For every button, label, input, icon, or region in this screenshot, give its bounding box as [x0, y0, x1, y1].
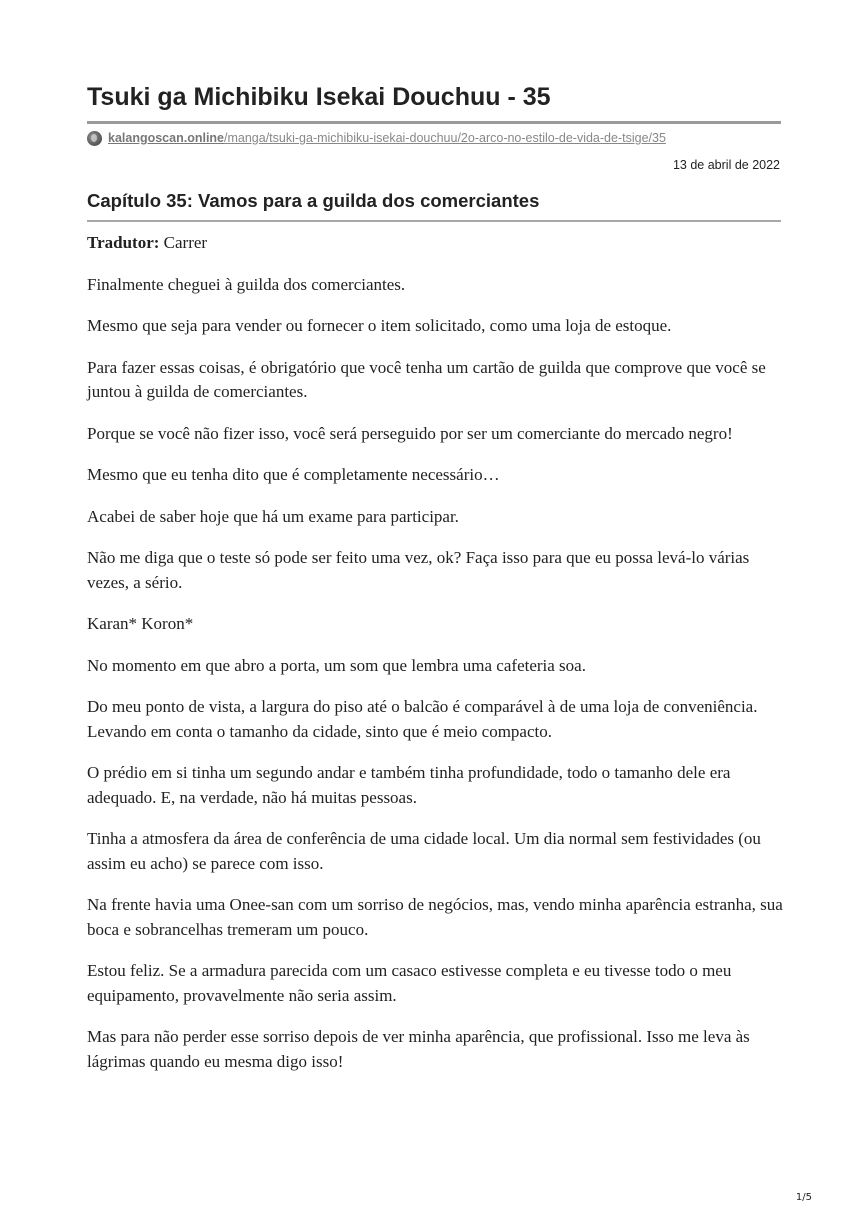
chapter-title: Capítulo 35: Vamos para a guilda dos comerciantes: [87, 190, 540, 211]
source-link[interactable]: [87, 129, 666, 147]
paragraph: Acabei de saber hoje que há um exame para participar.: [87, 506, 459, 526]
paragraph: Do meu ponto de vista, a largura do piso até o balcão é comparável à de uma loja de conveniência. Levando em conta o tamanho da cidade, sinto que é meio compacto.: [87, 697, 758, 741]
source-domain[interactable]: kalangoscan.online: [108, 131, 225, 145]
site-favicon-icon: [87, 131, 102, 146]
paragraph: Porque se você não fizer isso, você será perseguido por ser um comerciante do mercado negro!: [87, 423, 733, 443]
page-title: Tsuki ga Michibiku Isekai Douchuu - 35: [87, 83, 551, 111]
page-number: 1/5: [795, 1192, 812, 1203]
paragraph: Não me diga que o teste só pode ser feito uma vez, ok? Faça isso para que eu possa levá-lo várias vezes, a sério.: [87, 548, 750, 592]
article-body: [87, 231, 787, 1091]
translator-line: [87, 231, 787, 256]
source-path[interactable]: /manga/tsuki-ga-michibiku-isekai-douchuu/2o-arco-no-estilo-de-vida-de-tsige/35: [224, 131, 666, 145]
paragraph: Mesmo que seja para vender ou fornecer o item solicitado, como uma loja de estoque.: [87, 316, 672, 335]
title-divider: [87, 121, 781, 124]
translator-name: Carrer: [159, 233, 208, 252]
paragraph: Na frente havia uma Onee-san com um sorriso de negócios, mas, vendo minha aparência estranha, sua boca e sobrancelhas tremeram um pouco.: [87, 895, 783, 939]
paragraph: O prédio em si tinha um segundo andar e também tinha profundidade, todo o tamanho dele era adequado. E, na verdade, não há muitas pessoas.: [87, 763, 731, 807]
paragraph: Tinha a atmosfera da área de conferência de uma cidade local. Um dia normal sem festividades (ou assim eu acho) se parece com isso.: [87, 829, 761, 873]
paragraph: No momento em que abro a porta, um som que lembra uma cafeteria soa.: [87, 655, 586, 675]
paragraph: Finalmente cheguei à guilda dos comerciantes.: [87, 274, 406, 294]
publish-date: 13 de abril de 2022: [672, 158, 780, 172]
paragraph: Para fazer essas coisas, é obrigatório que você tenha um cartão de guilda que comprove que você se juntou à guilda de comerciantes.: [87, 357, 766, 401]
paragraph: Karan* Koron*: [87, 614, 194, 633]
paragraph: Mas para não perder esse sorriso depois de ver minha aparência, que profissional. Isso me leva às lágrimas quando eu mesma digo isso!: [87, 1027, 750, 1071]
chapter-divider: [87, 220, 781, 222]
paragraph: Mesmo que eu tenha dito que é completamente necessário…: [87, 465, 500, 484]
translator-label: Tradutor:: [87, 233, 160, 252]
paragraph: Estou feliz. Se a armadura parecida com um casaco estivesse completa e eu tivesse todo o meu equipamento, provavelmente não seria assim.: [87, 961, 732, 1005]
